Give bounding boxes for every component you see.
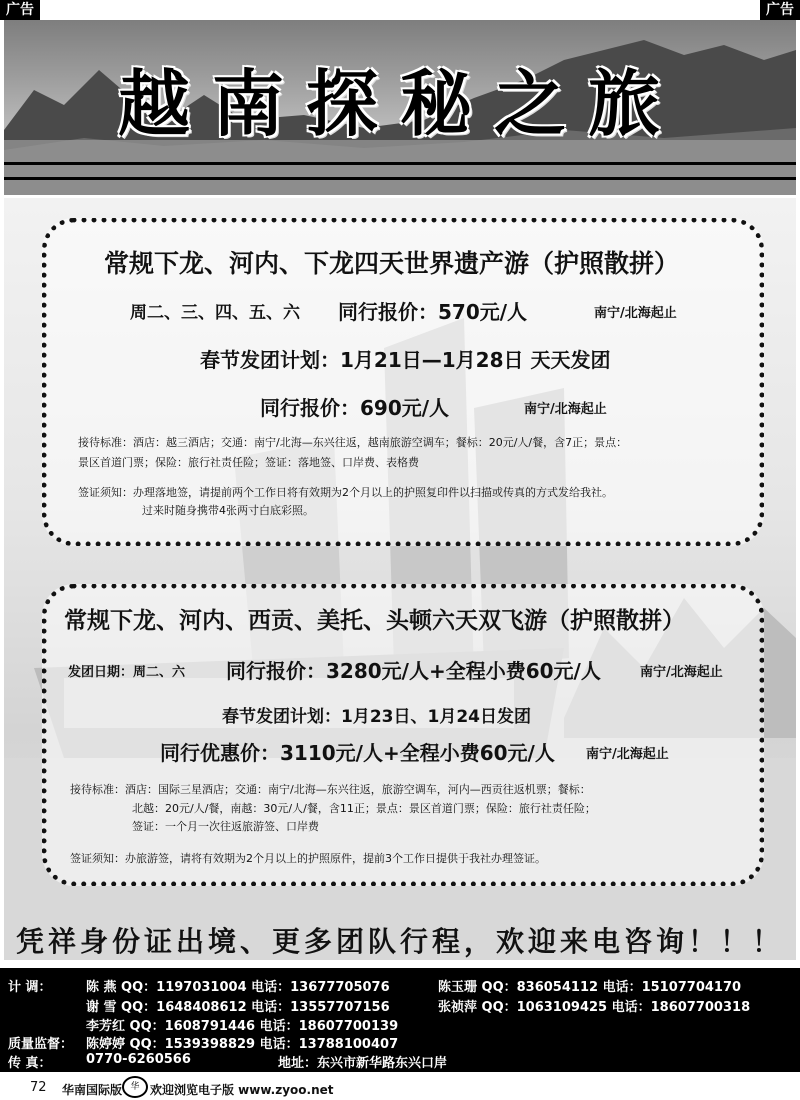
tour2-service-line-3: 签证：一个月一次往返旅游签、口岸费 — [132, 820, 319, 833]
contact-row-2a: 谢 雪 QQ：1648408612 电话：13557707156 — [86, 1000, 390, 1015]
tour2-service-line-2: 北越：20元/人/餐，南越：30元/人/餐，含11正；景点：景区首道门票；保险：旅行社责任险； — [132, 802, 596, 815]
banner-title: 越南探秘之旅 — [117, 62, 682, 146]
ad-tag-right: 广告 — [760, 0, 800, 20]
divider — [4, 162, 796, 165]
tour2-days: 发团日期：周二、六 — [68, 665, 186, 680]
publication-logo: 华 — [122, 1076, 148, 1098]
tour2-service-line-1: 接待标准：酒店：国际三星酒店；交通：南宁/北海—东兴往返，旅游空调车，河内—西贡往返机票；餐标： — [70, 783, 591, 796]
contact-label-planner: 计 调： — [8, 980, 52, 995]
tour2-visa-line-1: 签证须知：办旅游签，请将有效期为2个月以上的护照原件，提前3个工作日提供于我社办理签证。 — [70, 852, 546, 865]
contact-label-fax: 传 真： — [8, 1056, 52, 1071]
slogan: 凭祥身份证出境、更多团队行程，欢迎来电咨询！！！ — [15, 925, 784, 958]
tour2-origin: 南宁/北海起止 — [640, 665, 723, 680]
contact-label-quality: 质量监督： — [8, 1037, 74, 1052]
tour1-service-line-2: 景区首道门票；保险：旅行社责任险；签证：落地签、口岸费、表格费 — [78, 456, 419, 469]
ad-tag-left: 广告 — [0, 0, 40, 20]
contact-row-1b: 陈玉珊 QQ：836054112 电话：15107704170 — [438, 980, 742, 995]
contact-panel — [0, 968, 800, 1072]
title-banner — [4, 20, 796, 195]
publication-name: 华南国际版 — [62, 1083, 123, 1097]
tour1-visa-line-1: 签证须知：办理落地签，请提前两个工作日将有效期为2个月以上的护照复印件以扫描或传真的方式发给我社。 — [78, 486, 613, 499]
tour1-service-line-1: 接待标准：酒店：越三酒店；交通：南宁/北海—东兴往返，越南旅游空调车；餐标：20元/人/餐，含7正；景点： — [78, 436, 628, 449]
tour1-visa-line-2: 过来时随身携带4张两寸白底彩照。 — [142, 504, 314, 517]
tour1-festival-price: 同行报价：690元/人 — [260, 396, 450, 420]
tour1-origin: 南宁/北海起止 — [594, 306, 677, 321]
contact-row-1a: 陈 燕 QQ：1197031004 电话：13677705076 — [86, 980, 390, 995]
contact-fax-number: 0770-6260566 — [86, 1052, 191, 1067]
tour1-title: 常规下龙、河内、下龙四天世界遗产游（护照散拼） — [104, 249, 680, 278]
tour1-festival-origin: 南宁/北海起止 — [524, 402, 607, 417]
contact-address: 地址：东兴市新华路东兴口岸 — [278, 1056, 448, 1071]
tour2-festival-price: 同行优惠价：3110元/人+全程小费60元/人 — [160, 741, 555, 765]
tour1-price: 同行报价：570元/人 — [338, 300, 528, 324]
tour2-festival-origin: 南宁/北海起止 — [586, 747, 669, 762]
contact-row-4a: 陈婷婷 QQ：1539398829 电话：13788100407 — [86, 1037, 399, 1052]
contact-row-2b: 张祯萍 QQ：1063109425 电话：18607700318 — [438, 1000, 751, 1015]
page-footer — [0, 1074, 800, 1100]
tour1-festival-plan: 春节发团计划：1月21日—1月28日 天天发团 — [200, 348, 611, 372]
divider — [4, 177, 796, 180]
tour1-days: 周二、三、四、五、六 — [130, 303, 300, 323]
tour2-price: 同行报价：3280元/人+全程小费60元/人 — [226, 659, 601, 683]
footer-tagline: 欢迎浏览电子版 www.zyoo.net — [150, 1083, 334, 1097]
tour2-festival-plan: 春节发团计划：1月23日、1月24日发团 — [222, 707, 531, 727]
tour2-title: 常规下龙、河内、西贡、美托、头顿六天双飞游（护照散拼） — [64, 608, 685, 634]
contact-row-3a: 李芳红 QQ：1608791446 电话：18607700139 — [86, 1019, 399, 1034]
page-number: 72 — [30, 1080, 47, 1095]
